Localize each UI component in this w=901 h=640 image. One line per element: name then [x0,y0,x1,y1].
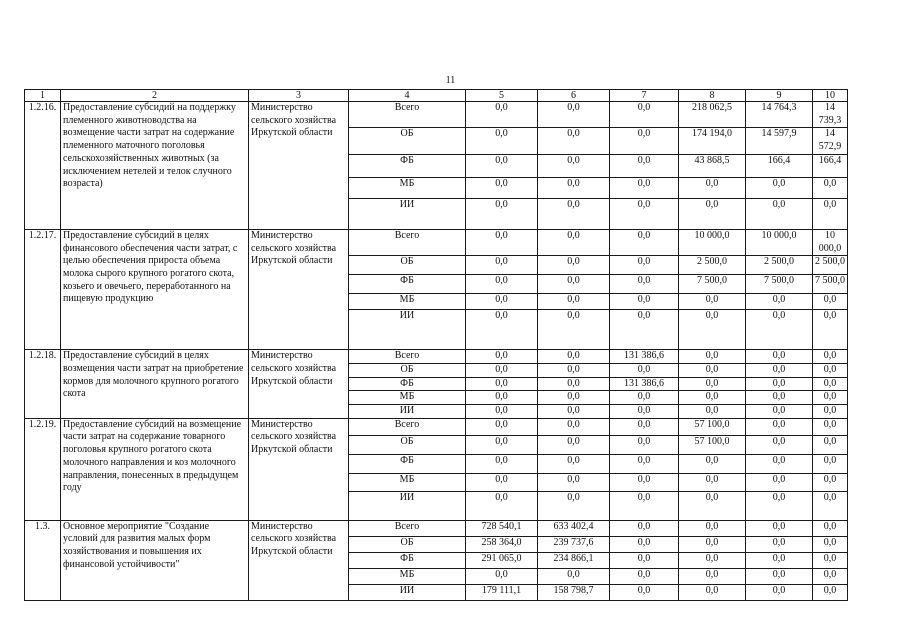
value-cell: 10 000,0 [679,229,746,255]
value-cell: 0,0 [610,491,679,520]
value-cell: 0,0 [466,256,538,275]
value-cell: 0,0 [466,177,538,198]
value-cell: 0,0 [813,491,848,520]
item-code: 1.2.17. [25,229,61,349]
value-cell: 0,0 [679,198,746,229]
value-cell: 0,0 [610,568,679,584]
value-cell: 0,0 [746,552,813,568]
value-cell: 0,0 [746,363,813,377]
value-cell: 0,0 [679,552,746,568]
table-row [25,229,848,255]
value-cell: 2 500,0 [813,256,848,275]
funding-source: ФБ [349,552,466,568]
value-cell: 0,0 [610,405,679,419]
funding-source: ОБ [349,363,466,377]
value-cell: 0,0 [466,154,538,177]
value-cell: 0,0 [610,391,679,405]
value-cell: 174 194,0 [679,128,746,154]
value-cell: 10 000,0 [813,229,848,255]
funding-source: ИИ [349,491,466,520]
value-cell: 0,0 [538,377,610,391]
item-code: 1.3. [25,520,61,600]
value-cell: 0,0 [746,377,813,391]
value-cell: 0,0 [679,473,746,491]
value-cell: 0,0 [813,435,848,454]
value-cell: 0,0 [466,198,538,229]
value-cell: 0,0 [746,198,813,229]
value-cell: 0,0 [746,391,813,405]
value-cell: 0,0 [679,363,746,377]
value-cell: 0,0 [813,552,848,568]
page-number: 11 [445,75,456,86]
funding-source: Всего [349,102,466,128]
value-cell: 14 764,3 [746,102,813,128]
column-number: 6 [538,90,610,102]
value-cell: 218 062,5 [679,102,746,128]
value-cell: 0,0 [538,418,610,435]
item-description: Предоставление субсидий на поддержку племенного животноводства на возмещение части затрат на содержание племенного маточного поголовья сельскохозяйственных животных (за исключением нетелей и телок случного возраста) [61,102,249,230]
value-cell: 0,0 [610,198,679,229]
value-cell: 633 402,4 [538,520,610,536]
column-number: 9 [746,90,813,102]
value-cell: 0,0 [610,102,679,128]
value-cell: 0,0 [466,363,538,377]
value-cell: 0,0 [610,275,679,294]
funding-source: ФБ [349,275,466,294]
value-cell: 0,0 [746,584,813,600]
item-description: Предоставление субсидий в целях финансового обеспечения части затрат, с целью обеспечения прироста объема молока сырого крупного рогатого скота, козьего и овечьего, переработанного на пищевую продукцию [61,229,249,349]
value-cell: 0,0 [610,418,679,435]
value-cell: 7 500,0 [746,275,813,294]
value-cell: 0,0 [538,310,610,350]
column-number: 8 [679,90,746,102]
value-cell: 0,0 [813,454,848,473]
value-cell: 0,0 [538,128,610,154]
value-cell: 0,0 [538,177,610,198]
value-cell: 0,0 [538,391,610,405]
value-cell: 7 500,0 [813,275,848,294]
value-cell: 0,0 [813,405,848,419]
value-cell: 0,0 [538,454,610,473]
value-cell: 0,0 [538,229,610,255]
item-owner: Министерство сельского хозяйства Иркутской области [249,102,349,230]
value-cell: 0,0 [466,568,538,584]
value-cell: 0,0 [746,473,813,491]
value-cell: 0,0 [466,473,538,491]
value-cell: 0,0 [610,435,679,454]
value-cell: 7 500,0 [679,275,746,294]
value-cell: 0,0 [538,154,610,177]
value-cell: 14 597,9 [746,128,813,154]
value-cell: 0,0 [466,391,538,405]
value-cell: 0,0 [746,536,813,552]
funding-source: Всего [349,229,466,255]
value-cell: 0,0 [679,391,746,405]
funding-source: ИИ [349,198,466,229]
value-cell: 0,0 [466,377,538,391]
value-cell: 0,0 [538,473,610,491]
funding-source: ОБ [349,128,466,154]
value-cell: 166,4 [746,154,813,177]
table-row [25,350,848,364]
value-cell: 2 500,0 [746,256,813,275]
value-cell: 0,0 [610,256,679,275]
value-cell: 0,0 [813,418,848,435]
value-cell: 0,0 [813,584,848,600]
value-cell: 57 100,0 [679,418,746,435]
value-cell: 0,0 [538,405,610,419]
funding-source: ИИ [349,405,466,419]
value-cell: 0,0 [610,294,679,310]
item-description: Предоставление субсидий на возмещение части затрат на содержание товарного поголовья крупного рогатого скота молочного направления и коз молочного направления, понесенных в предыдущем году [61,418,249,520]
value-cell: 0,0 [813,350,848,364]
funding-source: ОБ [349,536,466,552]
value-cell: 0,0 [746,568,813,584]
item-owner: Министерство сельского хозяйства Иркутской области [249,418,349,520]
value-cell: 0,0 [538,256,610,275]
value-cell: 0,0 [679,177,746,198]
value-cell: 0,0 [813,473,848,491]
value-cell: 0,0 [466,418,538,435]
table-row [25,418,848,435]
funding-source: МБ [349,294,466,310]
value-cell: 0,0 [466,294,538,310]
value-cell: 0,0 [679,294,746,310]
value-cell: 0,0 [610,536,679,552]
item-code: 1.2.16. [25,102,61,230]
value-cell: 0,0 [538,435,610,454]
value-cell: 0,0 [679,405,746,419]
value-cell: 0,0 [610,177,679,198]
value-cell: 0,0 [538,568,610,584]
value-cell: 131 386,6 [610,377,679,391]
value-cell: 0,0 [538,363,610,377]
value-cell: 0,0 [746,520,813,536]
item-description: Основное мероприятие "Создание условий для развития малых форм хозяйствования и повышения их финансовой устойчивости" [61,520,249,600]
value-cell: 0,0 [610,584,679,600]
value-cell: 0,0 [746,454,813,473]
value-cell: 0,0 [746,350,813,364]
funding-source: МБ [349,473,466,491]
value-cell: 0,0 [466,229,538,255]
value-cell: 14 572,9 [813,128,848,154]
funding-source: ОБ [349,435,466,454]
value-cell: 728 540,1 [466,520,538,536]
funding-source: МБ [349,177,466,198]
value-cell: 0,0 [746,405,813,419]
funding-source: Всего [349,350,466,364]
value-cell: 179 111,1 [466,584,538,600]
value-cell: 0,0 [813,198,848,229]
funding-source: ИИ [349,584,466,600]
value-cell: 234 866,1 [538,552,610,568]
value-cell: 0,0 [466,350,538,364]
item-owner: Министерство сельского хозяйства Иркутской области [249,350,349,419]
value-cell: 0,0 [746,294,813,310]
value-cell: 0,0 [466,102,538,128]
value-cell: 43 868,5 [679,154,746,177]
value-cell: 10 000,0 [746,229,813,255]
value-cell: 0,0 [466,405,538,419]
column-number: 5 [466,90,538,102]
value-cell: 2 500,0 [679,256,746,275]
value-cell: 258 364,0 [466,536,538,552]
funding-source: ФБ [349,454,466,473]
value-cell: 0,0 [466,454,538,473]
table-row [25,520,848,536]
value-cell: 0,0 [610,473,679,491]
funding-source: ФБ [349,377,466,391]
value-cell: 0,0 [466,491,538,520]
column-number: 4 [349,90,466,102]
value-cell: 0,0 [813,294,848,310]
value-cell: 0,0 [813,310,848,350]
value-cell: 0,0 [813,363,848,377]
value-cell: 0,0 [610,363,679,377]
column-number: 3 [249,90,349,102]
item-description: Предоставление субсидий в целях возмещения части затрат на приобретение кормов для молочного крупного рогатого скота [61,350,249,419]
value-cell: 0,0 [813,177,848,198]
column-number: 10 [813,90,848,102]
value-cell: 0,0 [679,350,746,364]
funding-source: ОБ [349,256,466,275]
value-cell: 0,0 [679,310,746,350]
value-cell: 0,0 [538,350,610,364]
funding-source: МБ [349,568,466,584]
value-cell: 0,0 [610,128,679,154]
value-cell: 57 100,0 [679,435,746,454]
budget-table [24,89,848,601]
value-cell: 0,0 [538,294,610,310]
value-cell: 0,0 [746,491,813,520]
value-cell: 0,0 [746,310,813,350]
value-cell: 0,0 [466,310,538,350]
funding-source: Всего [349,418,466,435]
value-cell: 0,0 [538,102,610,128]
value-cell: 0,0 [538,198,610,229]
value-cell: 0,0 [610,310,679,350]
value-cell: 0,0 [813,391,848,405]
value-cell: 0,0 [813,377,848,391]
value-cell: 0,0 [679,454,746,473]
value-cell: 0,0 [538,491,610,520]
value-cell: 0,0 [746,435,813,454]
item-owner: Министерство сельского хозяйства Иркутской области [249,520,349,600]
value-cell: 0,0 [746,418,813,435]
item-code: 1.2.18. [25,350,61,419]
column-number: 7 [610,90,679,102]
value-cell: 0,0 [679,520,746,536]
value-cell: 131 386,6 [610,350,679,364]
value-cell: 158 798,7 [538,584,610,600]
funding-source: ИИ [349,310,466,350]
value-cell: 0,0 [746,177,813,198]
value-cell: 0,0 [466,275,538,294]
value-cell: 0,0 [610,454,679,473]
value-cell: 291 065,0 [466,552,538,568]
funding-source: ФБ [349,154,466,177]
item-code: 1.2.19. [25,418,61,520]
value-cell: 0,0 [679,377,746,391]
value-cell: 0,0 [466,128,538,154]
item-owner: Министерство сельского хозяйства Иркутской области [249,229,349,349]
value-cell: 0,0 [813,536,848,552]
value-cell: 0,0 [813,568,848,584]
value-cell: 0,0 [538,275,610,294]
value-cell: 0,0 [679,568,746,584]
value-cell: 0,0 [679,536,746,552]
column-number: 2 [61,90,249,102]
value-cell: 0,0 [610,520,679,536]
value-cell: 0,0 [610,229,679,255]
funding-source: МБ [349,391,466,405]
column-number: 1 [25,90,61,102]
value-cell: 14 739,3 [813,102,848,128]
value-cell: 0,0 [679,491,746,520]
value-cell: 239 737,6 [538,536,610,552]
value-cell: 0,0 [610,154,679,177]
value-cell: 0,0 [466,435,538,454]
funding-source: Всего [349,520,466,536]
table-row [25,102,848,128]
value-cell: 0,0 [813,520,848,536]
value-cell: 166,4 [813,154,848,177]
value-cell: 0,0 [610,552,679,568]
column-numbers-row [25,90,848,102]
value-cell: 0,0 [679,584,746,600]
